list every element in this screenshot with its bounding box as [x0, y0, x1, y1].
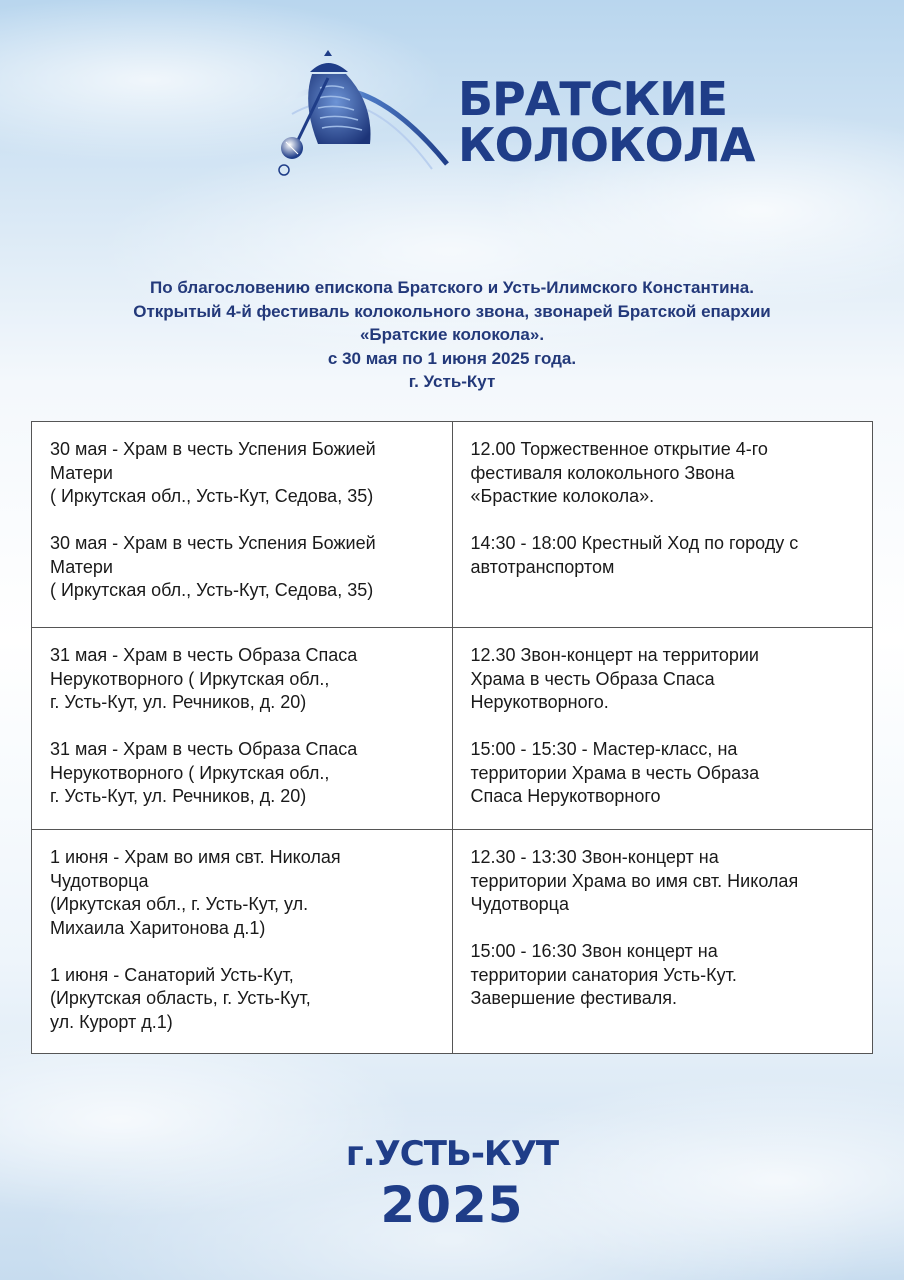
header-festival-name: «Братские колокола».: [359, 325, 545, 344]
header-blessing: По благословению епископа Братского и Усть-Илимского Константина.: [150, 278, 754, 297]
festival-logo: [262, 44, 762, 194]
schedule-event-cell: [452, 422, 873, 628]
header-festival: Открытый 4-й фестиваль колокольного звона, звонарей Братской епархии: [133, 301, 771, 321]
venue-entry: 31 мая - Храм в честь Образа Спаса Нерукотворного ( Иркутская обл., г. Усть-Кут, ул. Речников, д. 20): [50, 645, 358, 712]
header-city: г. Усть-Кут: [408, 372, 496, 391]
venue-entry: 1 июня - Санаторий Усть-Кут, (Иркутская область, г. Усть-Кут, ул. Курорт д.1): [50, 964, 311, 1032]
venue-entry: 31 мая - Храм в честь Образа Спаса Нерукотворного ( Иркутская обл., г. Усть-Кут, ул. Речников, д. 20): [50, 739, 358, 806]
venue-entry: 30 мая - Храм в честь Успения Божией Матери ( Иркутская обл., Усть-Кут, Седова, 35): [50, 533, 376, 600]
schedule-venue-cell: [32, 422, 453, 628]
venue-entry: 30 мая - Храм в честь Успения Божией Матери ( Иркутская обл., Усть-Кут, Седова, 35): [50, 439, 376, 506]
schedule-event-cell: [452, 628, 873, 830]
event-entry: 12.30 Звон-концерт на территории Храма в честь Образа Спаса Нерукотворного.: [470, 645, 759, 712]
table-row: [32, 628, 873, 830]
footer-year: 2025: [380, 1176, 524, 1234]
event-entry: 15:00 - 15:30 - Мастер-класс, на территории Храма в честь Образа Спаса Нерукотворного: [470, 739, 760, 806]
event-entry: 15:00 - 16:30 Звон концерт на территории санатория Усть-Кут. Завершение фестиваля.: [470, 941, 737, 1008]
bell-icon: [262, 44, 452, 184]
footer-city: г.УСТЬ-КУТ: [345, 1134, 559, 1174]
footer: [0, 1134, 904, 1234]
schedule-venue-cell: [32, 628, 453, 830]
schedule-event-cell: [452, 830, 873, 1054]
schedule-venue-cell: [32, 830, 453, 1054]
event-entry: 14:30 - 18:00 Крестный Ход по городу с автотранспортом: [470, 533, 799, 577]
event-entry: 12.30 - 13:30 Звон-концерт на территории Храма во имя свт. Николая Чудотворца: [470, 847, 799, 914]
schedule-table: [31, 421, 873, 1054]
festival-header: [40, 276, 864, 394]
brand-line-1: БРАТСКИЕ: [458, 72, 728, 126]
brand-line-2: КОЛОКОЛА: [458, 118, 755, 172]
table-row: [32, 422, 873, 628]
event-entry: 12.00 Торжественное открытие 4-го фестиваля колокольного Звона «Брасткие колокола».: [470, 439, 768, 506]
header-dates: с 30 мая по 1 июня 2025 года.: [327, 348, 577, 368]
table-row: [32, 830, 873, 1054]
venue-entry: 1 июня - Храм во имя свт. Николая Чудотворца (Иркутская обл., г. Усть-Кут, ул. Михаила Харитонова д.1): [50, 847, 341, 938]
brand-title: [458, 72, 755, 172]
